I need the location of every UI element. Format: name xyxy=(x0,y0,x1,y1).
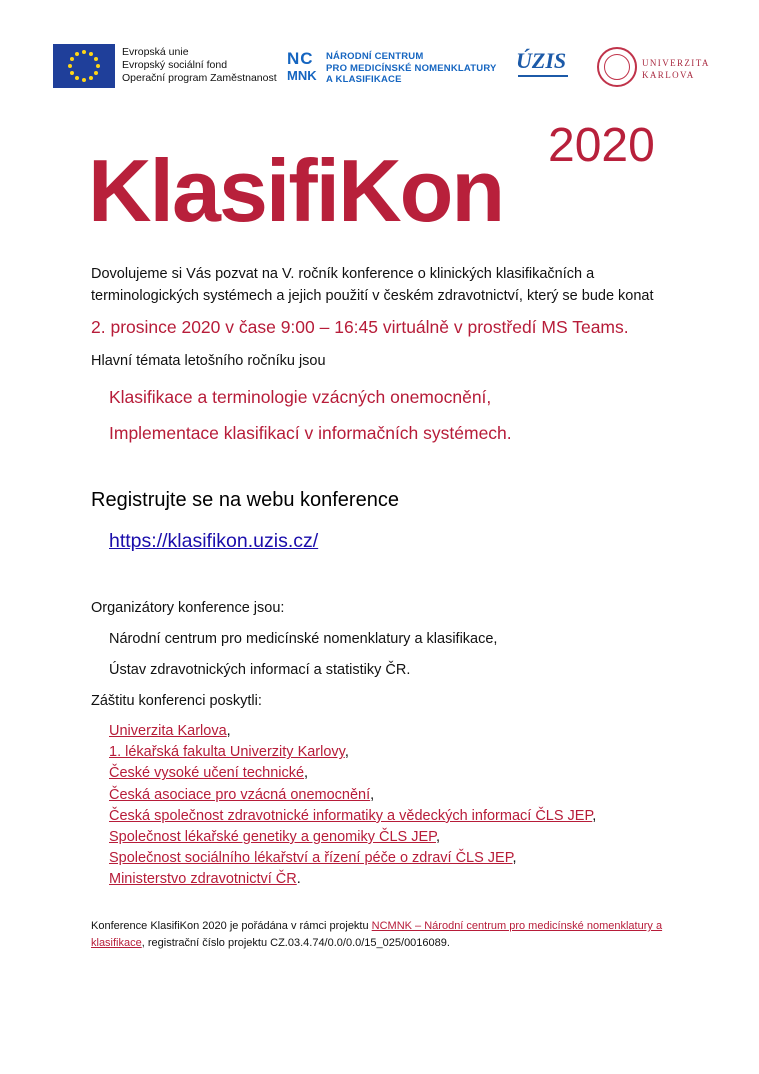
organizer-item-2: Ústav zdravotnických informací a statistiky ČR. xyxy=(109,662,411,678)
date-line: 2. prosince 2020 v čase 9:00 – 16:45 virtuálně v prostředí MS Teams. xyxy=(91,317,629,337)
ncmnk-mark-bottom: MNK xyxy=(287,68,317,83)
patron-item xyxy=(109,827,596,848)
patron-sep: , xyxy=(592,807,597,824)
patron-sep: , xyxy=(226,723,231,739)
patronage-list xyxy=(109,721,596,891)
patron-sep: , xyxy=(435,829,440,846)
intro-line-2: terminologických systémech a jejich použití v českém zdravotnictví, který se bude konat xyxy=(91,288,654,304)
patron-item xyxy=(109,869,596,890)
intro-line-1: Dovolujeme si Vás pozvat na V. ročník konference o klinických klasifikačních a xyxy=(91,266,595,282)
patron-link-8[interactable]: Ministerstvo zdravotnictví ČR xyxy=(109,871,297,888)
conference-title: KlasifiKon xyxy=(88,141,504,240)
patron-sep: , xyxy=(344,744,349,761)
topics-heading: Hlavní témata letošního ročníku jsou xyxy=(91,353,326,369)
patronage-heading: Záštitu konferenci poskytli: xyxy=(91,693,262,709)
patron-link-6[interactable]: Společnost lékařské genetiky a genomiky ČLS JEP xyxy=(109,829,436,846)
patron-sep: , xyxy=(304,765,309,782)
footer-note xyxy=(91,918,671,952)
topic-item-1: Klasifikace a terminologie vzácných onemocnění, xyxy=(109,387,492,407)
eu-line-2: Evropský sociální fond xyxy=(122,59,228,71)
patron-item xyxy=(109,742,596,763)
uk-line-1: UNIVERZITA xyxy=(642,58,710,68)
eu-logo-text xyxy=(122,46,277,85)
eu-flag-logo xyxy=(53,44,115,88)
ncmnk-line-3: A KLASIFIKACE xyxy=(326,74,402,85)
patron-sep: . xyxy=(296,871,301,888)
uzis-logo: ÚZIS xyxy=(516,48,567,73)
patron-item xyxy=(109,721,596,742)
uk-seal-inner-icon xyxy=(604,54,630,80)
patron-item xyxy=(109,806,596,827)
registration-link[interactable]: https://klasifikon.uzis.cz/ xyxy=(109,530,319,552)
patron-link-7[interactable]: Společnost sociálního lékařství a řízení péče o zdraví ČLS JEP xyxy=(109,850,513,867)
uk-logo-text xyxy=(642,57,710,81)
footer-text-after: , registrační číslo projektu CZ.03.4.74/0.0/0.0/15_025/0016089. xyxy=(141,937,450,949)
patron-link-2[interactable]: 1. lékařská fakulta Univerzity Karlovy xyxy=(109,744,345,761)
ncmnk-line-1: NÁRODNÍ CENTRUM xyxy=(326,51,424,62)
footer-text-before: Konference KlasifiKon 2020 je pořádána v rámci projektu xyxy=(91,920,372,932)
registration-heading: Registrujte se na webu konference xyxy=(91,489,399,511)
organizer-item-1: Národní centrum pro medicínské nomenklatury a klasifikace, xyxy=(109,631,498,647)
patron-link-5[interactable]: Česká společnost zdravotnické informatiky a vědeckých informací ČLS JEP xyxy=(109,807,593,824)
eu-line-3: Operační program Zaměstnanost xyxy=(122,72,277,84)
eu-stars-icon xyxy=(53,44,115,88)
uzis-logo-underline xyxy=(518,75,568,77)
patron-sep: , xyxy=(512,850,517,867)
patron-link-1[interactable]: Univerzita Karlova xyxy=(109,723,227,739)
ncmnk-logo-text xyxy=(326,51,497,86)
patron-sep: , xyxy=(370,786,375,803)
organizers-heading: Organizátory konference jsou: xyxy=(91,600,285,616)
uk-line-2: KARLOVA xyxy=(642,70,695,80)
patron-item xyxy=(109,848,596,869)
patron-link-3[interactable]: České vysoké učení technické xyxy=(109,765,305,782)
footer-project-link[interactable]: NCMNK – Národní centrum pro medicínské nomenklatury a klasifikace xyxy=(91,920,663,949)
topic-item-2: Implementace klasifikací v informačních systémech. xyxy=(109,423,512,443)
conference-year: 2020 xyxy=(548,119,655,172)
patron-item xyxy=(109,763,596,784)
ncmnk-mark-top: NC xyxy=(287,49,314,68)
patron-item xyxy=(109,785,596,806)
ncmnk-mark-logo xyxy=(287,50,321,88)
ncmnk-line-2: PRO MEDICÍNSKÉ NOMENKLATURY xyxy=(326,62,497,74)
eu-line-1: Evropská unie xyxy=(122,46,189,58)
patron-link-4[interactable]: Česká asociace pro vzácná onemocnění xyxy=(109,786,371,803)
